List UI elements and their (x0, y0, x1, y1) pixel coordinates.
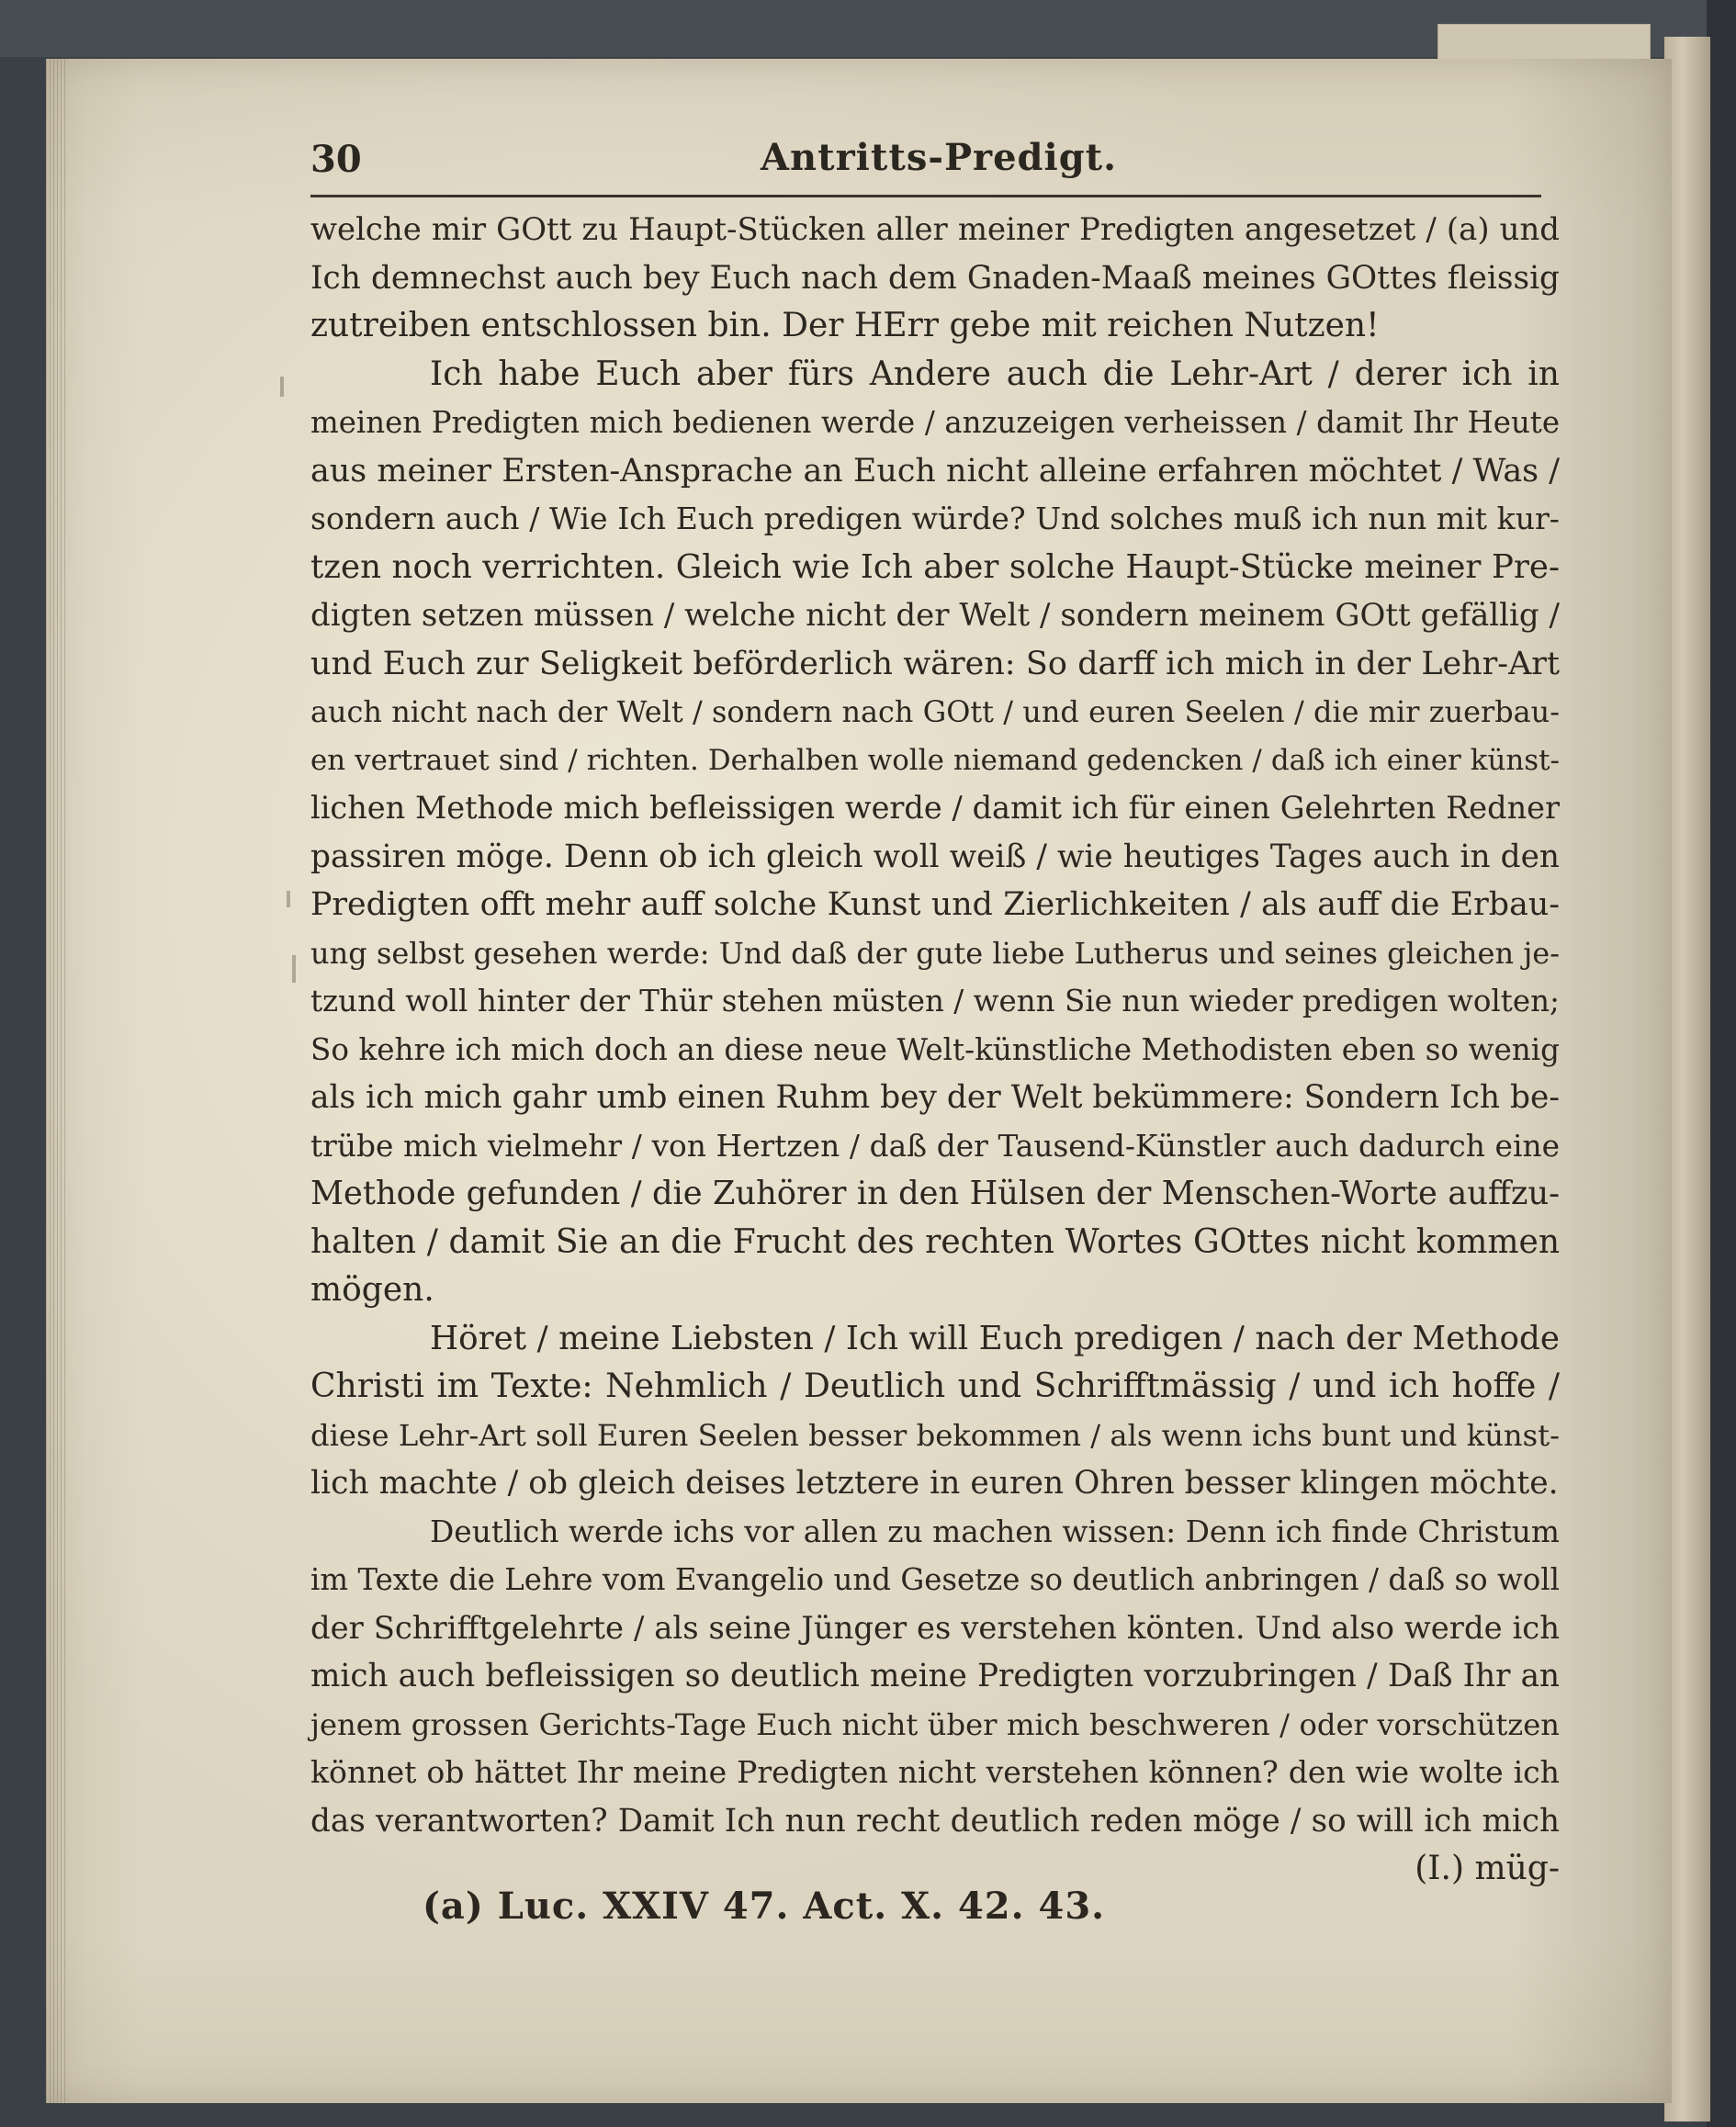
text-line: Ich habe Euch aber fürs Andere auch die Lehr-Art / derer ich in (430, 354, 1560, 393)
catchword: (I.) müg- (1415, 1850, 1560, 1887)
text-line: jenem grossen Gerichts-Tage Euch nicht über mich beschweren / oder vorschützen (310, 1706, 1560, 1742)
spine-strip (1707, 0, 1736, 2127)
page-number: 30 (310, 138, 362, 181)
text-line: tzund woll hinter der Thür stehen müsten / wenn Sie nun wieder predigen wolten; (310, 984, 1560, 1018)
footnote: (a) Luc. XXIV 47. Act. X. 42. 43. (423, 1885, 1106, 1928)
text-line: könnet ob hättet Ihr meine Predigten nicht verstehen können? den wie wolte ich (310, 1754, 1560, 1790)
page-header (310, 136, 1550, 191)
text-line: tzen noch verrichten. Gleich wie Ich aber solche Haupt-Stücke meiner Pre- (310, 547, 1560, 586)
text-line: lichen Methode mich befleissigen werde / damit ich für einen Gelehrten Redner (310, 790, 1560, 826)
text-line: passiren möge. Denn ob ich gleich woll weiß / wie heutiges Tages auch in den (310, 838, 1560, 875)
text-line: meinen Predigten mich bedienen werde / anzuzeigen verheissen / damit Ihr Heute (310, 405, 1560, 440)
text-line: im Texte die Lehre vom Evangelio und Gesetze so deutlich anbringen / daß so woll (310, 1562, 1560, 1597)
text-line: en vertrauet sind / richten. Derhalben wolle niemand gedencken / daß ich einer künst- (310, 743, 1560, 777)
margin-mark (292, 955, 296, 983)
text-line: zutreiben entschlossen bin. Der HErr gebe mit reichen Nutzen! (310, 307, 1380, 344)
text-line: Christi im Texte: Nehmlich / Deutlich und Schrifftmässig / und ich hoffe / (310, 1367, 1560, 1405)
text-line: der Schrifftgelehrte / als seine Jünger es verstehen könten. Und also werde ich (310, 1609, 1560, 1646)
text-line: aus meiner Ersten-Ansprache an Euch nicht alleine erfahren möchtet / Was / (310, 452, 1560, 490)
text-line: ung selbst gesehen werde: Und daß der gute liebe Lutherus und seines gleichen je- (310, 935, 1560, 971)
text-line: Ich demnechst auch bey Euch nach dem Gnaden-Maaß meines GOttes fleissig (310, 259, 1560, 297)
text-line: mich auch befleissigen so deutlich meine Predigten vorzubringen / Daß Ihr an (310, 1658, 1560, 1694)
body-text (310, 206, 1560, 1894)
text-line: Methode gefunden / die Zuhörer in den Hülsen der Menschen-Worte auffzu- (310, 1175, 1560, 1212)
text-line: Deutlich werde ichs vor allen zu machen wissen: Denn ich finde Christum (430, 1514, 1560, 1549)
header-rule (310, 195, 1541, 197)
margin-mark (287, 891, 290, 907)
page-stack-edge (46, 59, 66, 2103)
text-line: das verantworten? Damit Ich nun recht deutlich reden möge / so will ich mich (310, 1802, 1560, 1840)
text-line: mögen. (310, 1271, 434, 1309)
text-line: auch nicht nach der Welt / sondern nach GOtt / und euren Seelen / die mir zuerbau- (310, 694, 1560, 729)
text-line: welche mir GOtt zu Haupt-Stücken aller meiner Predigten angesetzet / (a) und (310, 211, 1560, 247)
text-line: halten / damit Sie an die Frucht des rechten Wortes GOttes nicht kommen (310, 1222, 1560, 1261)
text-line: trübe mich vielmehr / von Hertzen / daß der Tausend-Künstler auch dadurch eine (310, 1128, 1560, 1164)
text-line: und Euch zur Seligkeit beförderlich wären: So darff ich mich in der Lehr-Art (310, 645, 1560, 682)
margin-mark (280, 377, 284, 397)
text-line: sondern auch / Wie Ich Euch predigen würde? Und solches muß ich nun mit kur- (310, 501, 1560, 536)
text-line: diese Lehr-Art soll Euren Seelen besser bekommen / als wenn ichs bunt und künst- (310, 1417, 1560, 1453)
text-line: Predigten offt mehr auff solche Kunst und Zierlichkeiten / als auff die Erbau- (310, 886, 1560, 923)
text-line: digten setzen müssen / welche nicht der Welt / sondern meinem GOtt gefällig / (310, 597, 1560, 634)
text-line: Höret / meine Liebsten / Ich will Euch predigen / nach der Methode (430, 1319, 1560, 1357)
text-line: lich machte / ob gleich deises letztere in euren Ohren besser klingen möchte. (310, 1465, 1559, 1502)
running-head: Antritts-Predigt. (761, 136, 1118, 179)
text-line: So kehre ich mich doch an diese neue Welt-künstliche Methodisten eben so wenig (310, 1031, 1560, 1067)
text-line: als ich mich gahr umb einen Ruhm bey der Welt bekümmere: Sondern Ich be- (310, 1079, 1560, 1116)
